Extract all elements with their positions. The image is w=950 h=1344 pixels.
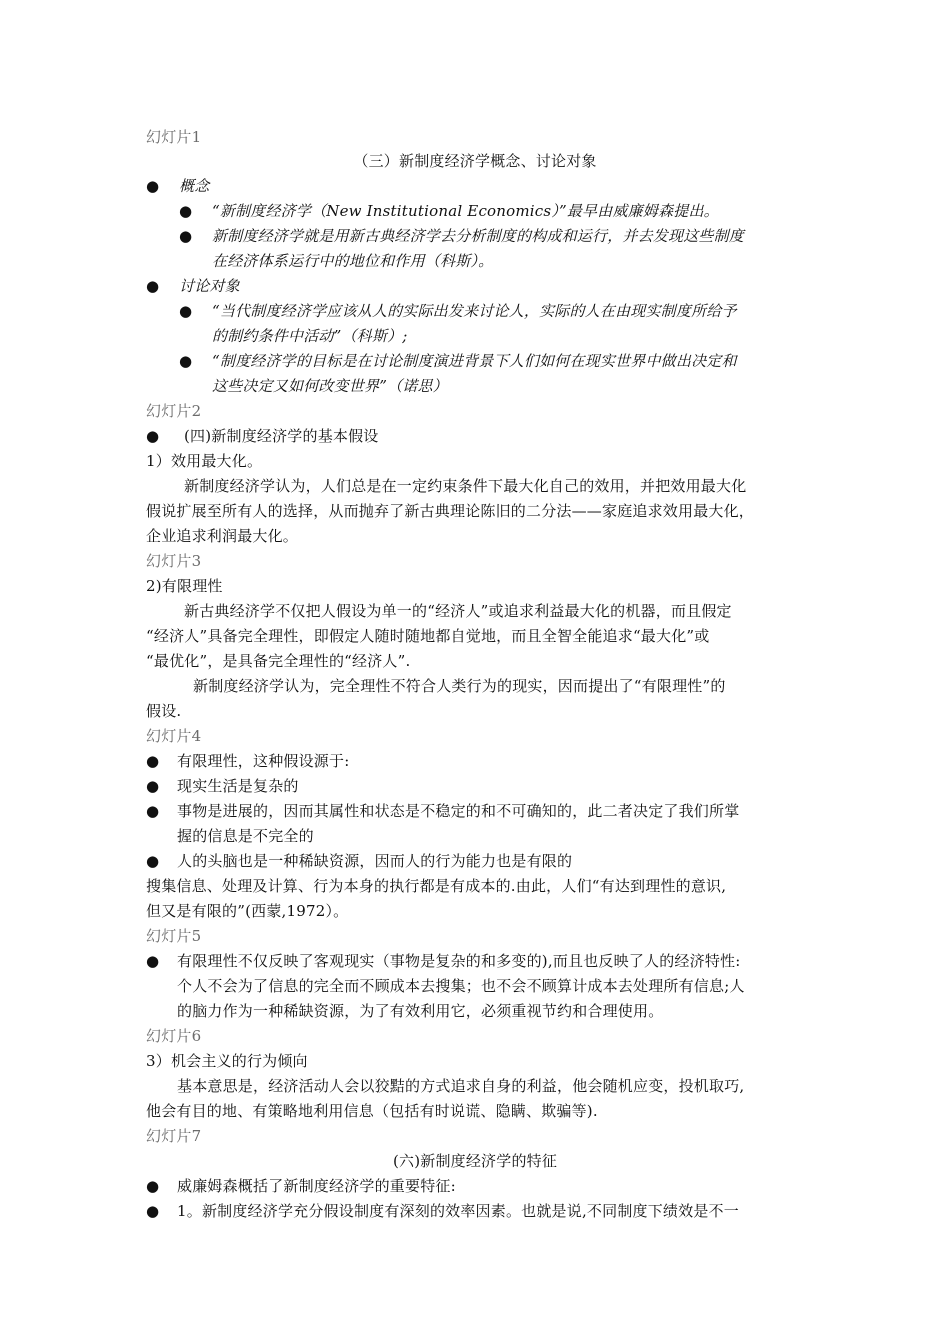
subheading-utility: 1）效用最大化。 [146,452,263,470]
paragraph-line: 但又是有限的”(西蒙,1972）。 [146,902,349,920]
paragraph-line: 他会有目的地、有策略地利用信息（包括有时说谎、隐瞒、欺骗等). [146,1102,598,1120]
slide-label-5: 幻灯片5 [146,927,202,945]
bullet-icon: ● [146,852,160,870]
bullet-icon: ● [179,302,193,320]
bullet-item: 事物是进展的，因而其属性和状态是不稳定的和不可确知的，此二者决定了我们所掌 [177,802,740,820]
bullet-icon: ● [179,202,193,220]
object-item-1-line-1: “当代制度经济学应该从人的实际出发来讨论人，实际的人在由现实制度所给予 [212,302,737,320]
paragraph-line: 基本意思是，经济活动人会以狡黠的方式追求自身的利益，他会随机应变，投机取巧, [177,1077,745,1095]
paragraph-line: “经济人”具备完全理性，即假定人随时随地都自觉地，而且全智全能追求“最大化”或 [146,627,710,645]
paragraph-line: 新制度经济学认为，完全理性不符合人类行为的现实，因而提出了“有限理性”的 [193,677,726,695]
bullet-item: 有限理性不仅反映了客观现实（事物是复杂的和多变的),而且也反映了人的经济特性: [177,952,741,970]
concept-item-2-line-2: 在经济体系运行中的地位和作用（科斯）。 [212,252,494,270]
object-heading: 讨论对象 [179,277,240,295]
bullet-item: 人的头脑也是一种稀缺资源，因而人的行为能力也是有限的 [177,852,573,870]
slide-label-4: 幻灯片4 [146,727,202,745]
slide-label-6: 幻灯片6 [146,1027,202,1045]
paragraph-line: “最优化”，是具备完全理性的“经济人”. [146,652,411,670]
bullet-icon: ● [146,177,160,195]
bullet-icon: ● [146,1202,160,1220]
bullet-icon: ● [146,427,160,445]
bullet-item-continued: 个人不会为了信息的完全而不顾成本去搜集；也不会不顾算计成本去处理所有信息;人 [177,977,745,995]
bullet-item: 有限理性，这种假设源于: [177,752,350,770]
bullet-item-continued: 握的信息是不完全的 [177,827,314,845]
slide-label-3: 幻灯片3 [146,552,202,570]
object-item-1-line-2: 的制约条件中活动”（科斯）; [212,327,408,345]
bullet-icon: ● [146,802,160,820]
bullet-icon: ● [146,277,160,295]
bullet-icon: ● [146,777,160,795]
slide-label-2: 幻灯片2 [146,402,202,420]
section-heading-4: (四)新制度经济学的基本假设 [184,427,379,445]
section-heading-3: （三）新制度经济学概念、讨论对象 [353,152,597,170]
concept-heading: 概念 [179,177,210,195]
paragraph-line: 企业追求利润最大化。 [146,527,299,545]
paragraph-line: 搜集信息、处理及计算、行为本身的执行都是有成本的.由此，人们“有达到理性的意识, [146,877,727,895]
bullet-icon: ● [146,952,160,970]
paragraph-line: 假设. [146,702,182,720]
object-item-2-line-1: “制度经济学的目标是在讨论制度演进背景下人们如何在现实世界中做出决定和 [212,352,737,370]
paragraph-line: 新古典经济学不仅把人假设为单一的“经济人”或追求利益最大化的机器，而且假定 [184,602,732,620]
section-heading-6: (六)新制度经济学的特征 [392,1152,558,1170]
subheading-bounded-rationality: 2)有限理性 [146,577,223,595]
subheading-opportunism: 3）机会主义的行为倾向 [146,1052,308,1070]
bullet-icon: ● [179,227,193,245]
slide-label-1: 幻灯片1 [146,128,202,146]
bullet-icon: ● [146,1177,160,1195]
bullet-item: 1。新制度经济学充分假设制度有深刻的效率因素。也就是说,不同制度下绩效是不一 [177,1202,739,1220]
paragraph-line: 新制度经济学认为，人们总是在一定约束条件下最大化自己的效用，并把效用最大化 [184,477,747,495]
bullet-item: 现实生活是复杂的 [177,777,299,795]
bullet-item: 威廉姆森概括了新制度经济学的重要特征: [177,1177,456,1195]
paragraph-line: 假说扩展至所有人的选择，从而抛弃了新古典理论陈旧的二分法——家庭追求效用最大化， [146,502,755,520]
concept-item-2-line-1: 新制度经济学就是用新古典经济学去分析制度的构成和运行，并去发现这些制度 [212,227,745,245]
object-item-2-line-2: 这些决定又如何改变世界”（诺思） [212,377,448,395]
bullet-icon: ● [146,752,160,770]
bullet-icon: ● [179,352,193,370]
slide-label-7: 幻灯片7 [146,1127,202,1145]
bullet-item-continued: 的脑力作为一种稀缺资源，为了有效利用它，必须重视节约和合理使用。 [177,1002,664,1020]
concept-item-1: “新制度经济学（New Institutional Economics）”最早由威廉姆森提出。 [212,202,719,220]
